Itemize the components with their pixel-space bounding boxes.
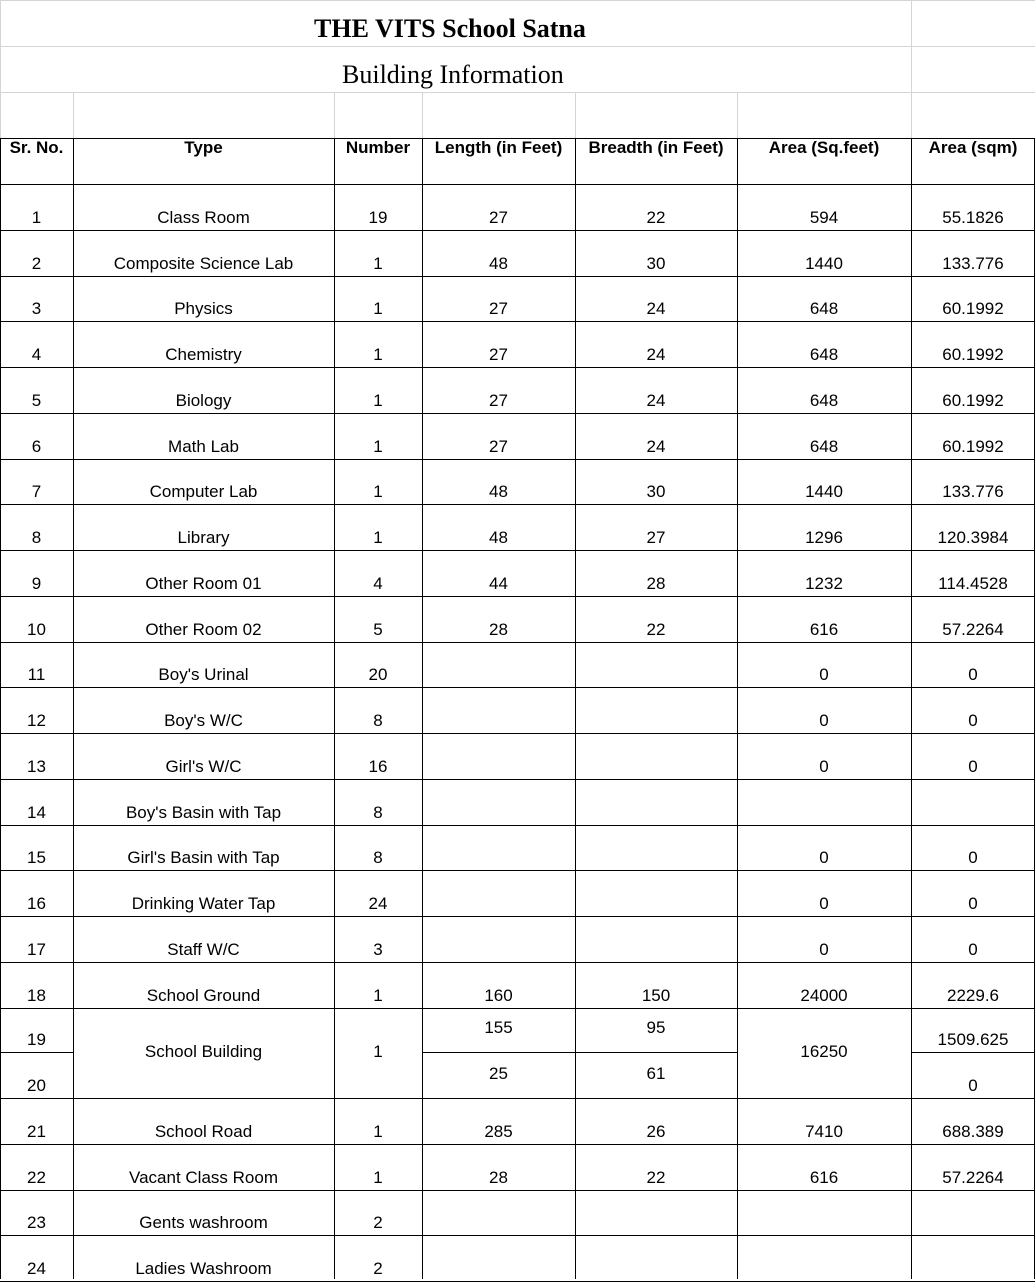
cell-breadth[interactable] xyxy=(575,779,737,825)
cell-area-sqft[interactable]: 0 xyxy=(819,939,829,959)
header-type[interactable]: Type xyxy=(184,138,223,157)
cell-area-sqm[interactable]: 60.1992 xyxy=(942,299,1004,319)
grid-vline xyxy=(737,138,738,1279)
table-row xyxy=(0,367,1035,413)
cell-breadth-19[interactable]: 95 xyxy=(646,1018,666,1037)
cell-length[interactable]: 27 xyxy=(489,390,508,410)
cell-type[interactable]: Math Lab xyxy=(168,436,239,456)
cell-sr-no[interactable]: 12 xyxy=(27,711,46,730)
cell-length[interactable]: 44 xyxy=(489,573,508,593)
grid-hline xyxy=(0,46,1035,47)
cell-area-sqm[interactable]: 57.2264 xyxy=(942,1167,1004,1187)
table-row xyxy=(0,321,1035,367)
header-sr-no[interactable]: Sr. No. xyxy=(9,138,64,157)
cell-number[interactable]: 1 xyxy=(373,345,383,364)
cell-breadth[interactable] xyxy=(575,870,737,916)
cell-area-sqft[interactable]: 1440 xyxy=(805,482,843,502)
cell-area-sqft[interactable]: 648 xyxy=(809,345,839,364)
grid-hline xyxy=(0,321,1035,322)
grid-hline xyxy=(0,1008,1035,1009)
cell-sr-no[interactable]: 7 xyxy=(31,482,42,502)
cell-area-sqft[interactable]: 1440 xyxy=(805,253,843,273)
cell-area-sqm[interactable] xyxy=(911,1235,1035,1281)
cell-length[interactable]: 48 xyxy=(489,482,508,502)
cell-length[interactable]: 27 xyxy=(489,436,508,456)
cell-breadth[interactable]: 30 xyxy=(646,253,666,273)
cell-type[interactable]: School Ground xyxy=(146,985,261,1005)
cell-breadth[interactable]: 22 xyxy=(646,207,666,227)
cell-sr-no[interactable]: 11 xyxy=(27,665,46,685)
cell-sr-no[interactable]: 5 xyxy=(31,390,42,410)
cell-area-sqft[interactable]: 648 xyxy=(809,436,839,456)
cell-area-sqft[interactable]: 24000 xyxy=(800,985,848,1005)
cell-area-sqm[interactable]: 60.1992 xyxy=(942,436,1004,456)
table-row xyxy=(0,459,1035,505)
cell-breadth[interactable]: 22 xyxy=(646,1167,666,1187)
cell-breadth[interactable]: 24 xyxy=(646,345,666,364)
cell-sr-no[interactable]: 21 xyxy=(27,1121,46,1141)
grid-hline xyxy=(0,779,1035,780)
table-row xyxy=(0,413,1035,459)
cell-length[interactable]: 27 xyxy=(489,207,508,227)
cell-sr-no[interactable]: 18 xyxy=(27,985,46,1005)
table-row xyxy=(0,550,1035,596)
cell-type[interactable]: Staff W/C xyxy=(167,939,240,959)
cell-sr-no[interactable]: 23 xyxy=(27,1213,46,1233)
cell-number[interactable]: 24 xyxy=(368,894,388,913)
cell-number[interactable]: 3 xyxy=(373,939,383,959)
cell-sr-no[interactable]: 22 xyxy=(27,1167,46,1187)
grid-hline xyxy=(422,1052,737,1053)
cell-area-sqm[interactable]: 0 xyxy=(968,756,978,776)
grid-vline xyxy=(911,0,912,138)
header-number[interactable]: Number xyxy=(345,138,411,157)
cell-area-sqft[interactable]: 1296 xyxy=(805,528,843,547)
table-row xyxy=(0,916,1035,962)
grid-hline xyxy=(0,1144,1035,1145)
grid-vline xyxy=(575,138,576,1279)
cell-breadth[interactable] xyxy=(575,642,737,688)
table-row xyxy=(0,1235,1035,1281)
cell-sr-no[interactable]: 14 xyxy=(27,802,46,822)
cell-breadth[interactable]: 24 xyxy=(646,390,666,410)
table-row xyxy=(0,1144,1035,1190)
grid-hline xyxy=(0,642,1035,643)
grid-vline xyxy=(422,138,423,1279)
grid-vline xyxy=(0,138,1,1279)
cell-number[interactable]: 1 xyxy=(373,299,383,319)
cell-sr-no[interactable]: 10 xyxy=(27,619,46,639)
table-row xyxy=(0,276,1035,322)
cell-type[interactable]: Gents washroom xyxy=(139,1213,268,1233)
grid-vline xyxy=(422,92,423,138)
cell-sr-no[interactable]: 1 xyxy=(31,207,42,227)
cell-number[interactable]: 1 xyxy=(373,1167,383,1187)
cell-breadth[interactable] xyxy=(575,825,737,871)
cell-area-sqft[interactable]: 594 xyxy=(809,207,839,227)
cell-area-sqm[interactable]: 57.2264 xyxy=(942,619,1004,639)
grid-hline xyxy=(0,1235,1035,1236)
grid-hline xyxy=(0,596,1035,597)
cell-sr-no-20[interactable]: 20 xyxy=(27,1076,46,1095)
cell-length-20[interactable]: 25 xyxy=(489,1064,508,1083)
table-row xyxy=(0,230,1035,276)
cell-length[interactable] xyxy=(422,642,575,688)
cell-number[interactable]: 8 xyxy=(373,848,383,868)
cell-sr-no[interactable]: 17 xyxy=(27,939,46,959)
table-row xyxy=(0,184,1035,230)
cell-area-sqft[interactable]: 0 xyxy=(819,756,829,776)
cell-length[interactable] xyxy=(422,870,575,916)
header-breadth[interactable]: Breadth (in Feet) xyxy=(588,138,724,157)
cell-number[interactable]: 1 xyxy=(373,390,383,410)
cell-breadth[interactable]: 150 xyxy=(641,985,671,1005)
cell-number[interactable]: 19 xyxy=(368,207,388,227)
cell-length[interactable] xyxy=(422,687,575,733)
cell-area-sqm[interactable]: 114.4528 xyxy=(938,573,1008,593)
header-area-sqft[interactable]: Area (Sq.feet) xyxy=(768,138,880,157)
grid-hline xyxy=(911,1052,1035,1053)
cell-type[interactable]: Ladies Washroom xyxy=(135,1259,272,1278)
table-row xyxy=(0,825,1035,871)
grid-hline xyxy=(0,916,1035,917)
cell-breadth[interactable] xyxy=(575,916,737,962)
cell-type[interactable]: Other Room 02 xyxy=(145,619,262,639)
cell-type[interactable]: Boy's W/C xyxy=(164,711,243,730)
grid-hline xyxy=(0,1098,1035,1099)
cell-breadth[interactable] xyxy=(575,733,737,779)
cell-breadth[interactable]: 22 xyxy=(646,619,666,639)
table-row xyxy=(0,504,1035,550)
cell-area-sqm[interactable] xyxy=(911,779,1035,825)
grid-hline xyxy=(0,1052,73,1053)
table-row xyxy=(0,733,1035,779)
cell-area-sqm[interactable]: 133.776 xyxy=(942,253,1004,273)
cell-number[interactable]: 1 xyxy=(373,528,383,547)
cell-sr-no[interactable]: 6 xyxy=(31,436,42,456)
grid-hline xyxy=(0,138,1035,139)
cell-number[interactable]: 1 xyxy=(373,253,383,273)
cell-area-sqft[interactable] xyxy=(737,779,911,825)
cell-area-sqft[interactable]: 616 xyxy=(809,1167,839,1187)
table-row xyxy=(0,596,1035,642)
cell-type[interactable]: Physics xyxy=(174,299,233,319)
cell-breadth-20[interactable]: 61 xyxy=(646,1064,666,1083)
cell-sr-no[interactable]: 9 xyxy=(31,573,42,593)
cell-type[interactable]: Library xyxy=(177,528,230,547)
cell-type[interactable]: Class Room xyxy=(157,207,250,227)
cell-number[interactable]: 5 xyxy=(373,619,383,639)
cell-type[interactable]: Girl's W/C xyxy=(165,756,242,776)
cell-area-sqft-school-building[interactable]: 16250 xyxy=(737,1006,911,1098)
cell-breadth[interactable]: 28 xyxy=(646,573,666,593)
grid-hline xyxy=(0,870,1035,871)
cell-sr-no[interactable]: 24 xyxy=(27,1259,46,1278)
cell-area-sqft[interactable]: 0 xyxy=(819,665,829,685)
cell-number[interactable]: 4 xyxy=(373,573,383,593)
grid-hline xyxy=(0,733,1035,734)
table-row xyxy=(0,1190,1035,1236)
cell-sr-no-19[interactable]: 19 xyxy=(27,1030,46,1049)
cell-area-sqft[interactable] xyxy=(737,1190,911,1236)
cell-type[interactable]: Drinking Water Tap xyxy=(131,894,276,913)
cell-area-sqm[interactable]: 688.389 xyxy=(942,1121,1004,1141)
cell-type[interactable]: School Road xyxy=(154,1121,253,1141)
grid-vline xyxy=(911,138,912,1279)
cell-length[interactable]: 28 xyxy=(489,1167,508,1187)
cell-length[interactable]: 27 xyxy=(489,299,508,319)
grid-hline xyxy=(0,367,1035,368)
cell-breadth[interactable]: 24 xyxy=(646,299,666,319)
cell-type[interactable]: Biology xyxy=(175,390,232,410)
cell-area-sqft[interactable]: 616 xyxy=(809,619,839,639)
grid-hline xyxy=(0,0,1035,1)
cell-area-sqm[interactable]: 60.1992 xyxy=(942,390,1004,410)
cell-area-sqm[interactable]: 133.776 xyxy=(942,482,1004,502)
cell-sr-no[interactable]: 2 xyxy=(31,253,42,273)
cell-length[interactable]: 27 xyxy=(489,345,508,364)
cell-length[interactable] xyxy=(422,779,575,825)
cell-area-sqft[interactable]: 7410 xyxy=(805,1121,843,1141)
cell-area-sqft[interactable]: 648 xyxy=(809,390,839,410)
cell-type[interactable]: Boy's Basin with Tap xyxy=(125,802,282,822)
cell-sr-no[interactable]: 3 xyxy=(31,299,42,319)
cell-number[interactable]: 2 xyxy=(373,1259,383,1278)
cell-type[interactable]: Boy's Urinal xyxy=(158,665,249,685)
cell-area-sqm[interactable]: 60.1992 xyxy=(942,345,1004,364)
grid-vline xyxy=(334,92,335,138)
cell-area-sqft[interactable]: 648 xyxy=(809,299,839,319)
cell-number[interactable]: 1 xyxy=(373,985,383,1005)
cell-type[interactable]: Computer Lab xyxy=(149,482,258,502)
grid-hline xyxy=(0,276,1035,277)
header-area-sqm[interactable]: Area (sqm) xyxy=(928,138,1018,157)
cell-type-school-building[interactable]: School Building xyxy=(73,1006,334,1098)
cell-sr-no[interactable]: 8 xyxy=(31,528,42,547)
grid-hline xyxy=(0,504,1035,505)
header-length[interactable]: Length (in Feet) xyxy=(434,138,563,157)
cell-type[interactable]: Composite Science Lab xyxy=(113,253,294,273)
cell-number[interactable]: 2 xyxy=(373,1213,383,1233)
cell-sr-no[interactable]: 16 xyxy=(27,894,46,913)
grid-vline xyxy=(0,0,1,138)
grid-hline xyxy=(0,184,1035,185)
cell-breadth[interactable] xyxy=(575,1190,737,1236)
header-row xyxy=(0,138,1035,184)
cell-area-sqft[interactable]: 0 xyxy=(819,894,829,913)
cell-breadth[interactable] xyxy=(575,687,737,733)
cell-length[interactable]: 160 xyxy=(484,985,513,1005)
cell-breadth[interactable]: 26 xyxy=(646,1121,666,1141)
cell-type[interactable]: Chemistry xyxy=(165,345,242,364)
table-row xyxy=(0,1098,1035,1144)
cell-area-sqm-20[interactable]: 0 xyxy=(968,1076,978,1095)
cell-breadth[interactable]: 30 xyxy=(646,482,666,502)
cell-area-sqm[interactable]: 0 xyxy=(968,848,978,868)
grid-hline xyxy=(0,459,1035,460)
cell-type[interactable]: Vacant Class Room xyxy=(129,1167,278,1187)
grid-hline xyxy=(0,550,1035,551)
cell-number[interactable]: 1 xyxy=(373,1121,383,1141)
cell-length[interactable] xyxy=(422,916,575,962)
cell-length[interactable]: 48 xyxy=(489,528,508,547)
cell-sr-no[interactable]: 4 xyxy=(31,345,42,364)
cell-area-sqft[interactable]: 0 xyxy=(819,711,829,730)
cell-number-school-building[interactable]: 1 xyxy=(334,1006,422,1098)
cell-area-sqm[interactable]: 55.1826 xyxy=(942,207,1004,227)
grid-hline xyxy=(0,1190,1035,1191)
grid-hline xyxy=(0,92,1035,93)
cell-area-sqft[interactable] xyxy=(737,1235,911,1281)
sheet-subtitle: Building Information xyxy=(342,60,564,89)
cell-length[interactable]: 48 xyxy=(489,253,508,273)
grid-hline xyxy=(0,687,1035,688)
grid-vline xyxy=(334,138,335,1279)
cell-area-sqft[interactable]: 0 xyxy=(819,848,829,868)
cell-sr-no[interactable]: 15 xyxy=(27,848,46,868)
cell-breadth[interactable]: 27 xyxy=(646,528,666,547)
cell-area-sqm[interactable]: 0 xyxy=(968,894,978,913)
cell-length[interactable] xyxy=(422,733,575,779)
grid-vline xyxy=(73,138,74,1279)
cell-length[interactable] xyxy=(422,1235,575,1281)
cell-number[interactable]: 1 xyxy=(373,482,383,502)
cell-area-sqm[interactable]: 0 xyxy=(968,939,978,959)
cell-number[interactable]: 8 xyxy=(373,711,383,730)
cell-type[interactable]: Girl's Basin with Tap xyxy=(127,848,280,868)
table-row xyxy=(0,870,1035,916)
table-row xyxy=(0,687,1035,733)
cell-sr-no[interactable]: 13 xyxy=(27,756,46,776)
cell-area-sqm[interactable] xyxy=(911,1190,1035,1236)
cell-area-sqm[interactable]: 120.3984 xyxy=(937,528,1009,547)
grid-hline xyxy=(0,413,1035,414)
cell-breadth[interactable]: 24 xyxy=(646,436,666,456)
cell-area-sqm[interactable]: 2229.6 xyxy=(947,985,999,1005)
cell-area-sqft[interactable]: 1232 xyxy=(805,573,843,593)
table-row xyxy=(0,779,1035,825)
cell-number[interactable]: 8 xyxy=(373,802,383,822)
cell-number[interactable]: 1 xyxy=(373,436,383,456)
cell-area-sqm[interactable]: 0 xyxy=(968,711,978,730)
grid-vline xyxy=(575,92,576,138)
grid-vline xyxy=(73,92,74,138)
table-row xyxy=(0,962,1035,1008)
cell-length[interactable] xyxy=(422,1190,575,1236)
grid-hline xyxy=(0,962,1035,963)
cell-number[interactable]: 16 xyxy=(368,756,388,776)
cell-area-sqm-19[interactable]: 1509.625 xyxy=(937,1030,1009,1049)
sheet-title: THE VITS School Satna xyxy=(314,14,586,43)
grid-hline xyxy=(0,230,1035,231)
cell-length[interactable]: 285 xyxy=(484,1121,513,1141)
cell-length[interactable]: 28 xyxy=(489,619,508,639)
cell-number[interactable]: 20 xyxy=(368,665,388,685)
grid-hline xyxy=(0,825,1035,826)
cell-type[interactable]: Other Room 01 xyxy=(145,573,262,593)
cell-breadth[interactable] xyxy=(575,1235,737,1281)
grid-vline xyxy=(737,92,738,138)
table-row xyxy=(0,642,1035,688)
cell-area-sqm[interactable]: 0 xyxy=(968,665,978,685)
cell-length-19[interactable]: 155 xyxy=(484,1018,513,1037)
cell-length[interactable] xyxy=(422,825,575,871)
